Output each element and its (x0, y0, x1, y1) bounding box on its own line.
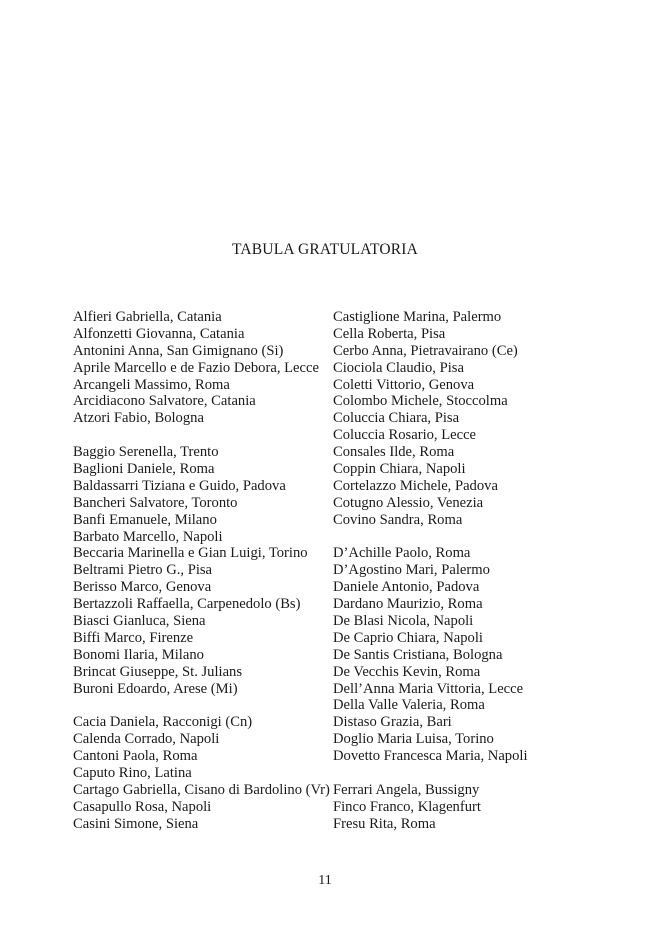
list-item: Cella Roberta, Pisa (333, 325, 446, 342)
list-item: De Santis Cristiana, Bologna (333, 646, 503, 663)
list-item: De Vecchis Kevin, Roma (333, 663, 481, 680)
list-item: Cerbo Anna, Pietravairano (Ce) (333, 342, 518, 359)
list-item: D’Agostino Mari, Palermo (333, 562, 490, 579)
list-item: Banfi Emanuele, Milano (73, 511, 217, 528)
name-list-left-column (73, 309, 335, 833)
list-item: Caputo Rino, Latina (73, 765, 192, 782)
list-item: Beccaria Marinella e Gian Luigi, Torino (73, 545, 308, 562)
list-item: Cortelazzo Michele, Padova (333, 477, 498, 494)
list-item: De Caprio Chiara, Napoli (333, 629, 483, 646)
list-item: Coppin Chiara, Napoli (333, 461, 466, 478)
list-item: Coletti Vittorio, Genova (333, 376, 475, 393)
group-spacer (333, 765, 633, 782)
list-item: Brincat Giuseppe, St. Julians (73, 663, 243, 680)
list-item: Aprile Marcello e de Fazio Debora, Lecce (73, 359, 319, 376)
list-item: Berisso Marco, Genova (73, 579, 212, 596)
list-item: Distaso Grazia, Bari (333, 714, 452, 731)
list-item: Finco Franco, Klagenfurt (333, 798, 481, 815)
page-number: 11 (318, 873, 332, 888)
list-item: Atzori Fabio, Bologna (73, 410, 204, 427)
list-item: Barbato Marcello, Napoli (73, 528, 223, 545)
name-list-right-column (333, 309, 633, 833)
list-item: Covino Sandra, Roma (333, 511, 463, 528)
page-title: TABULA GRATULATORIA (231, 241, 419, 258)
group-spacer (333, 529, 633, 546)
list-item: Bancheri Salvatore, Toronto (73, 494, 238, 511)
list-item: Dardano Maurizio, Roma (333, 596, 483, 613)
list-item: Dell’Anna Maria Vittoria, Lecce (333, 680, 524, 697)
list-item: Biffi Marco, Firenze (73, 629, 194, 646)
list-item: Alfonzetti Giovanna, Catania (73, 325, 245, 342)
list-item: Ciociola Claudio, Pisa (333, 359, 464, 376)
list-item: Cacia Daniela, Racconigi (Cn) (73, 714, 253, 731)
list-item: De Blasi Nicola, Napoli (333, 613, 474, 630)
list-item: Della Valle Valeria, Roma (333, 697, 485, 714)
list-item: Beltrami Pietro G., Pisa (73, 562, 213, 579)
list-item: Baglioni Daniele, Roma (73, 461, 215, 478)
group-spacer (73, 427, 335, 444)
list-item: Baggio Serenella, Trento (73, 444, 219, 461)
list-item: Doglio Maria Luisa, Torino (333, 731, 494, 748)
list-item: Biasci Gianluca, Siena (73, 613, 206, 630)
list-item: Arcidiacono Salvatore, Catania (73, 393, 256, 410)
list-item: Colombo Michele, Stoccolma (333, 393, 508, 410)
list-item: Cantoni Paola, Roma (73, 748, 198, 765)
list-item: Buroni Edoardo, Arese (Mi) (73, 680, 238, 697)
list-item: Baldassarri Tiziana e Guido, Padova (73, 477, 286, 494)
list-item: Coluccia Rosario, Lecce (333, 427, 477, 444)
list-item: Casini Simone, Siena (73, 815, 199, 832)
list-item: Castiglione Marina, Palermo (333, 309, 502, 325)
list-item: Coluccia Chiara, Pisa (333, 410, 460, 427)
list-item: Bertazzoli Raffaella, Carpenedolo (Bs) (73, 596, 301, 613)
list-item: Arcangeli Massimo, Roma (73, 376, 230, 393)
list-item: Ferrari Angela, Bussigny (333, 781, 480, 798)
list-item: Cotugno Alessio, Venezia (333, 494, 484, 511)
list-item: Cartago Gabriella, Cisano di Bardolino (Vr) (73, 781, 330, 798)
list-item: D’Achille Paolo, Roma (333, 545, 471, 562)
list-item: Antonini Anna, San Gimignano (Si) (73, 342, 284, 359)
list-item: Fresu Rita, Roma (333, 815, 436, 832)
list-item: Dovetto Francesca Maria, Napoli (333, 748, 528, 765)
list-item: Casapullo Rosa, Napoli (73, 798, 212, 815)
group-spacer (73, 697, 335, 714)
list-item: Alfieri Gabriella, Catania (73, 309, 222, 325)
list-item: Calenda Corrado, Napoli (73, 731, 220, 748)
list-item: Consales Ilde, Roma (333, 444, 455, 461)
list-item: Bonomi Ilaria, Milano (73, 646, 204, 663)
list-item: Daniele Antonio, Padova (333, 579, 480, 596)
